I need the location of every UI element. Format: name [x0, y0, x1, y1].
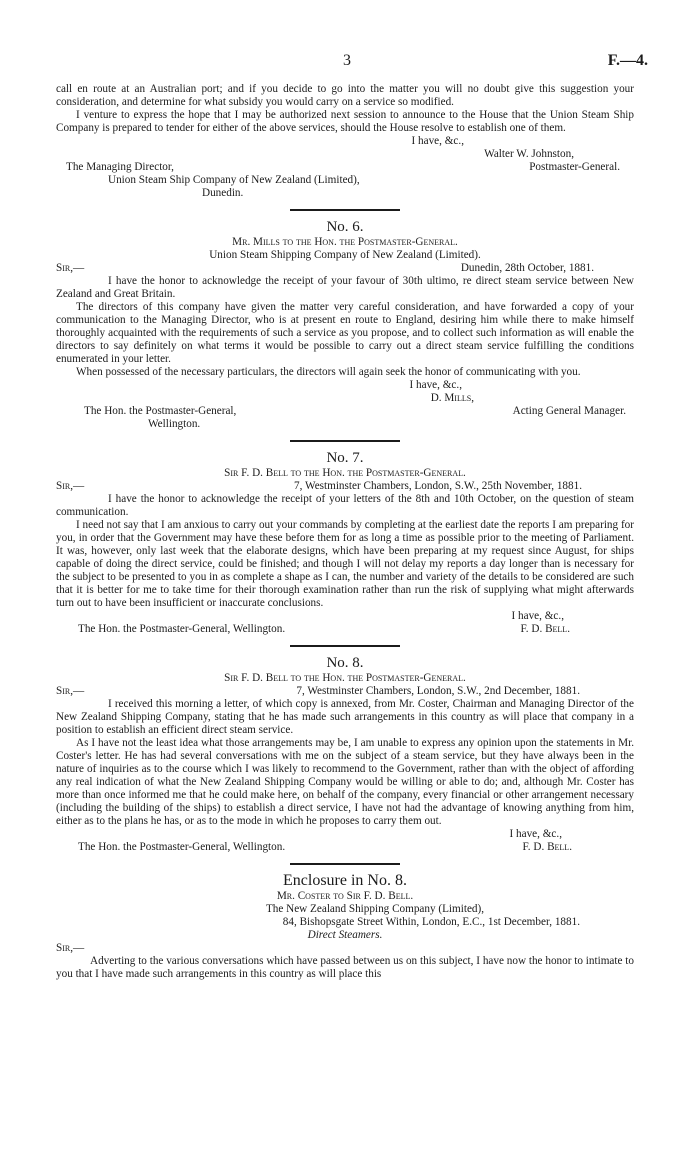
- letter7-signer: F. D. Bell.: [520, 623, 570, 635]
- enclosure-heading: Mr. Coster to Sir F. D. Bell.: [276, 890, 414, 902]
- letter6-date-line: [56, 262, 634, 275]
- letter6-paragraph-3: When possessed of the necessary particulars, the directors will again seek the honor of communicating with you.: [76, 366, 581, 378]
- letter8-date: 7, Westminster Chambers, London, S.W., 2nd December, 1881.: [296, 685, 580, 697]
- intro-closing: I have, &c.,: [411, 135, 464, 147]
- letter6-paragraph-2: The directors of this company have given the matter very careful consideration, and have forwarded a copy of your communication to the Managing Director, who is at present en route to England, desiring him while there to make himself thoroughly acquainted with the requirements of such a service as you propose, and to collect such information as will enable the directors to say definitely on what terms it would be possible to carry out a direct steam service fulfilling the conditions enumerated in your letter.: [56, 301, 634, 365]
- letter8-salutation: Sir,—: [56, 685, 85, 697]
- letter8-number: No. 8.: [326, 655, 364, 671]
- intro-addressee-line-3: Dunedin.: [202, 187, 244, 199]
- enclosure-title: Enclosure in No. 8.: [283, 872, 407, 889]
- intro-addressee-line-2: Union Steam Ship Company of New Zealand (Limited),: [108, 174, 360, 186]
- intro-paragraph-1: call en route at an Australian port; and if you decide to go into the matter you will no doubt give this suggestion your consideration, and determine for what subsidy you would carry on a service so modified.: [56, 83, 634, 108]
- letter6-number: No. 6.: [326, 219, 364, 235]
- letter6-addressee-line-1: The Hon. the Postmaster-General,: [84, 405, 237, 417]
- page-content: [56, 83, 634, 981]
- letter7-date: 7, Westminster Chambers, London, S.W., 25th November, 1881.: [294, 480, 582, 492]
- intro-addressee-line-1: The Managing Director,: [66, 161, 174, 173]
- letter8-closing: I have, &c.,: [509, 828, 562, 840]
- page-number: 3: [343, 52, 351, 69]
- letter6-address-line: [56, 405, 634, 418]
- intro-address-line: [56, 161, 634, 174]
- enclosure-salutation: Sir,—: [56, 942, 85, 954]
- enclosure-paragraph: Adverting to the various conversations which have passed between us on this subject, I have now the honor to intimate to you that I have made such arrangements in this country as will place this: [56, 955, 634, 980]
- letter6-closing: I have, &c.,: [409, 379, 462, 391]
- letter7-salutation: Sir,—: [56, 480, 85, 492]
- letter8-address-line: [56, 841, 634, 854]
- enclosure-company: The New Zealand Shipping Company (Limited),: [265, 903, 485, 915]
- letter6-paragraph-1: I have the honor to acknowledge the receipt of your favour of 30th ultimo, re direct steam service between New Zealand and Great Britain.: [56, 275, 634, 300]
- section-divider: [290, 440, 400, 442]
- letter6-signer: D. Mills,: [430, 392, 474, 404]
- letter7-addressee: The Hon. the Postmaster-General, Wellington.: [78, 623, 286, 635]
- letter8-heading: Sir F. D. Bell to the Hon. the Postmaster-General.: [224, 672, 466, 684]
- letter8-date-line: [56, 685, 634, 698]
- letter7-closing: I have, &c.,: [511, 610, 564, 622]
- enclosure-address: 84, Bishopsgate Street Within, London, E.C., 1st December, 1881.: [282, 916, 580, 928]
- letter6-signer-title: Acting General Manager.: [512, 405, 626, 417]
- intro-signer: Walter W. Johnston,: [484, 148, 574, 160]
- letter7-paragraph-1: I have the honor to acknowledge the receipt of your letters of the 8th and 10th October, on the question of steam communication.: [56, 493, 634, 518]
- letter7-heading: Sir F. D. Bell to the Hon. the Postmaster-General.: [224, 467, 466, 479]
- paper-reference: F.—4.: [607, 52, 648, 69]
- letter6-company: Union Steam Shipping Company of New Zealand (Limited).: [209, 249, 481, 261]
- intro-paragraph-2: I venture to express the hope that I may be authorized next session to announce to the House that the Union Steam Ship Company is prepared to tender for either of the above services, should the House resolve to establish one of them.: [56, 109, 634, 134]
- page-header: [0, 54, 700, 74]
- letter8-signer: F. D. Bell.: [522, 841, 572, 853]
- intro-signer-title: Postmaster-General.: [529, 161, 620, 173]
- section-divider: [290, 645, 400, 647]
- letter6-date: Dunedin, 28th October, 1881.: [460, 262, 594, 274]
- letter6-heading: Mr. Mills to the Hon. the Postmaster-General.: [232, 236, 458, 248]
- letter7-paragraph-2: I need not say that I am anxious to carry out your commands by completing at the earliest date the reports I am preparing for you, in order that the Government may have these before them for as long a time as possible prior to the meeting of Parliament. It was, however, only last week that the elaborate designs, which have been preparing at my request since August, for ships capable of doing the direct service, could be finished; and though I will not delay my reports a day longer than is necessary for the subject to be presented to you in as complete a shape as I can, the number and variety of the details to be considered are such that it is better for me to take time for their thorough examination rather than run the risk of supplying what might afterwards turn out to have been insufficient or inaccurate conclusions.: [56, 519, 634, 609]
- letter8-addressee: The Hon. the Postmaster-General, Wellington.: [78, 841, 286, 853]
- letter6-salutation: Sir,—: [56, 262, 85, 274]
- enclosure-subject: Direct Steamers.: [307, 929, 383, 941]
- letter6-addressee-line-2: Wellington.: [148, 418, 201, 430]
- section-divider: [290, 209, 400, 211]
- section-divider: [290, 863, 400, 865]
- letter7-address-line: [56, 623, 634, 636]
- letter7-date-line: [56, 480, 634, 493]
- letter7-number: No. 7.: [326, 450, 364, 466]
- letter8-paragraph-1: I received this morning a letter, of which copy is annexed, from Mr. Coster, Chairman and Managing Director of the New Zealand Shipping Company, stating that he has made such arrangements in this country as will place that company in a position to establish an efficient direct steam service.: [56, 698, 634, 736]
- letter8-paragraph-2: As I have not the least idea what those arrangements may be, I am unable to express any opinion upon the statements in Mr. Coster's letter. He has had several conversations with me on the subject of a steam service, but they have always been in the nature of inquiries as to the course which I was likely to recommend to the Government, rather than with the object of affording any real indication of what the New Zealand Shipping Company would be willing or able to do; and, although Mr. Coster has more than once informed me that he could make here, on behalf of the company, every financial or other arrangement necessary (including the building of the ships) to establish a direct service, I have not had the advantage of knowing anything from him, either as to the plans he has, or as to the mode in which he proposes to carry them out.: [56, 737, 634, 827]
